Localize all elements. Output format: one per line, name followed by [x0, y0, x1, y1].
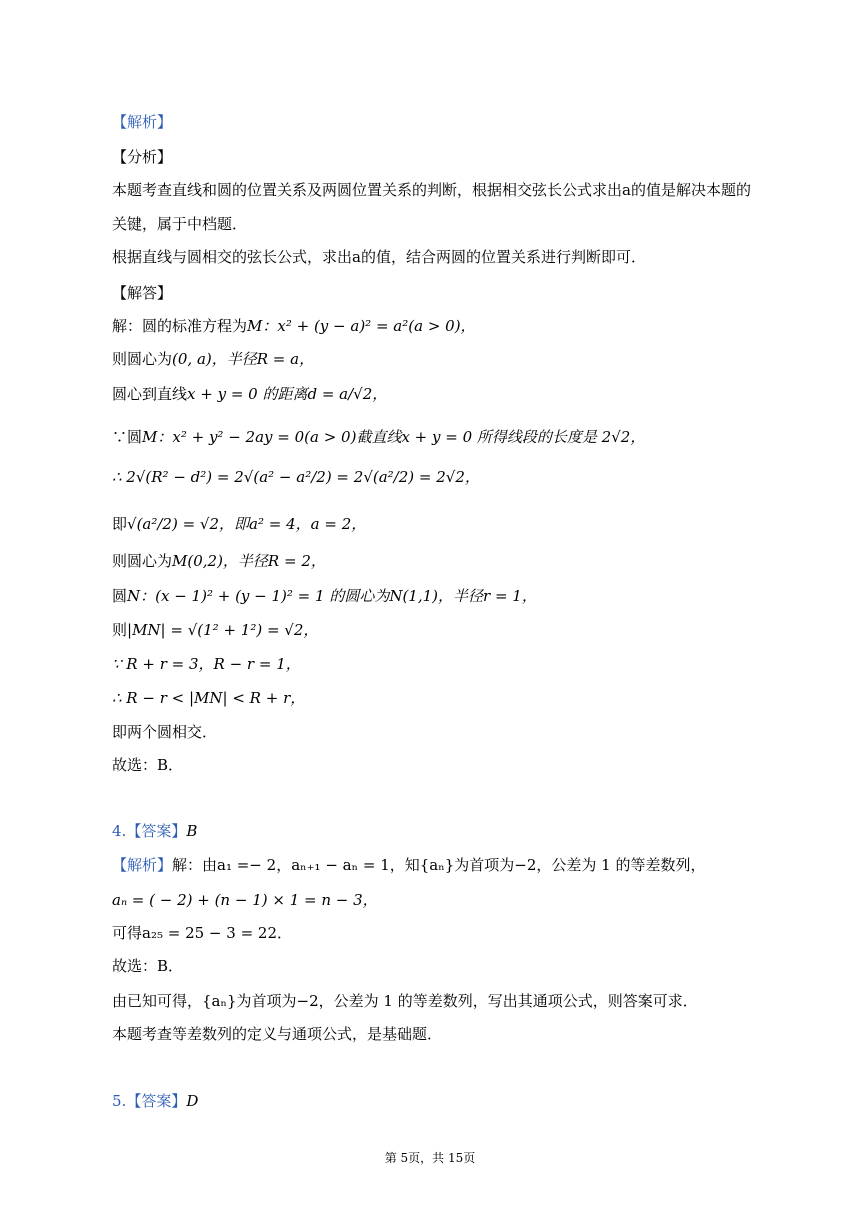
- q4-jiexi-label: 【解析】: [112, 856, 173, 874]
- analysis-line-3: 根据直线与圆相交的弦长公式，求出a的值，结合两圆的位置关系进行判断即可．: [112, 248, 646, 266]
- solution-line-9-prefix: 则: [112, 621, 128, 639]
- solution-line-5-math: ∴ 2√(R² − d²) = 2√(a² − a²/2) = 2√(a²/2) = 2√2，: [112, 468, 480, 486]
- section-jieda-heading: 【解答】: [112, 284, 173, 302]
- q5-answer-label: 【答案】: [126, 1092, 187, 1110]
- solution-line-4: [112, 427, 645, 447]
- q4-line-4: 故选：B．: [112, 957, 184, 975]
- q4-answer-label: 【答案】: [126, 822, 187, 840]
- solution-line-3: [112, 384, 387, 404]
- q4-line-2: aₙ = ( − 2) + (n − 1) × 1 = n − 3，: [112, 891, 378, 909]
- solution-line-2: [112, 349, 314, 369]
- solution-line-3-math: x + y = 0 的距离d = a/√2，: [187, 385, 388, 403]
- analysis-line-2: 关键，属于中档题．: [112, 215, 248, 233]
- solution-line-7-prefix: 则圆心为: [112, 552, 173, 570]
- analysis-line-1: 本题考查直线和圆的位置关系及两圆位置关系的判断，根据相交弦长公式求出a的值是解决本题的: [112, 181, 751, 199]
- solution-line-2-math: (0, a)，半径R = a，: [172, 350, 315, 368]
- solution-line-8-math: N：(x − 1)² + (y − 1)² = 1 的圆心为N(1,1)，半径r = 1，: [127, 587, 537, 605]
- solution-line-9: [112, 620, 318, 640]
- q4-answer-value: B: [186, 822, 198, 840]
- q4-line-6: 本题考查等差数列的定义与通项公式，是基础题．: [112, 1025, 443, 1043]
- section-jiexi-heading: 【解析】: [112, 113, 173, 131]
- solution-line-12: 即两个圆相交．: [112, 723, 218, 741]
- solution-line-3-prefix: 圆心到直线: [112, 385, 188, 403]
- solution-line-10-math: ∵ R + r = 3，R − r = 1，: [112, 655, 301, 673]
- solution-line-2-prefix: 则圆心为: [112, 350, 173, 368]
- solution-line-11-math: ∴ R − r < |MN| < R + r，: [112, 689, 306, 707]
- q4-line-1-text: 解：由a₁ =− 2，aₙ₊₁ − aₙ = 1，知{aₙ}为首项为−2，公差为 1 的等差数列，: [172, 856, 706, 874]
- q5-answer-line: [112, 1091, 198, 1111]
- section-fenxi-heading: 【分析】: [112, 148, 173, 166]
- q5-answer-value: D: [186, 1092, 199, 1110]
- q4-line-5: 由已知可得，{aₙ}为首项为−2，公差为 1 的等差数列，写出其通项公式，则答案可求．: [112, 992, 698, 1010]
- solution-line-6: [112, 514, 366, 534]
- q4-answer-line: [112, 821, 197, 841]
- solution-line-8: [112, 586, 537, 606]
- solution-line-1-math: M：x² + (y − a)² = a²(a > 0)，: [247, 317, 476, 335]
- q5-number: 5.: [112, 1092, 127, 1110]
- solution-line-6-math: √(a²/2) = √2，即a² = 4，a = 2，: [127, 515, 367, 533]
- solution-line-9-math: |MN| = √(1² + 1²) = √2，: [127, 621, 319, 639]
- solution-line-4-math: M：x² + y² − 2ay = 0(a > 0)截直线x + y = 0 所得线段的长度是 2√2，: [142, 428, 646, 446]
- solution-line-6-prefix: 即: [112, 515, 128, 533]
- page-footer: 第 5页，共 15页: [384, 1151, 476, 1165]
- solution-line-7: [112, 551, 326, 571]
- q4-line-1: [112, 855, 705, 875]
- q4-number: 4.: [112, 822, 127, 840]
- solution-line-7-math: M(0,2)，半径R = 2，: [172, 552, 326, 570]
- solution-line-11: [112, 688, 305, 708]
- solution-line-8-prefix: 圆: [112, 587, 128, 605]
- solution-line-1-prefix: 解：圆的标准方程为: [112, 317, 248, 335]
- solution-line-10: [112, 654, 301, 674]
- solution-line-13: 故选：B．: [112, 756, 184, 774]
- solution-line-4-prefix: ∵圆: [112, 428, 143, 446]
- solution-line-5: [112, 467, 480, 487]
- solution-line-1: [112, 316, 476, 336]
- q4-line-3: 可得a₂₅ = 25 − 3 = 22．: [112, 924, 293, 942]
